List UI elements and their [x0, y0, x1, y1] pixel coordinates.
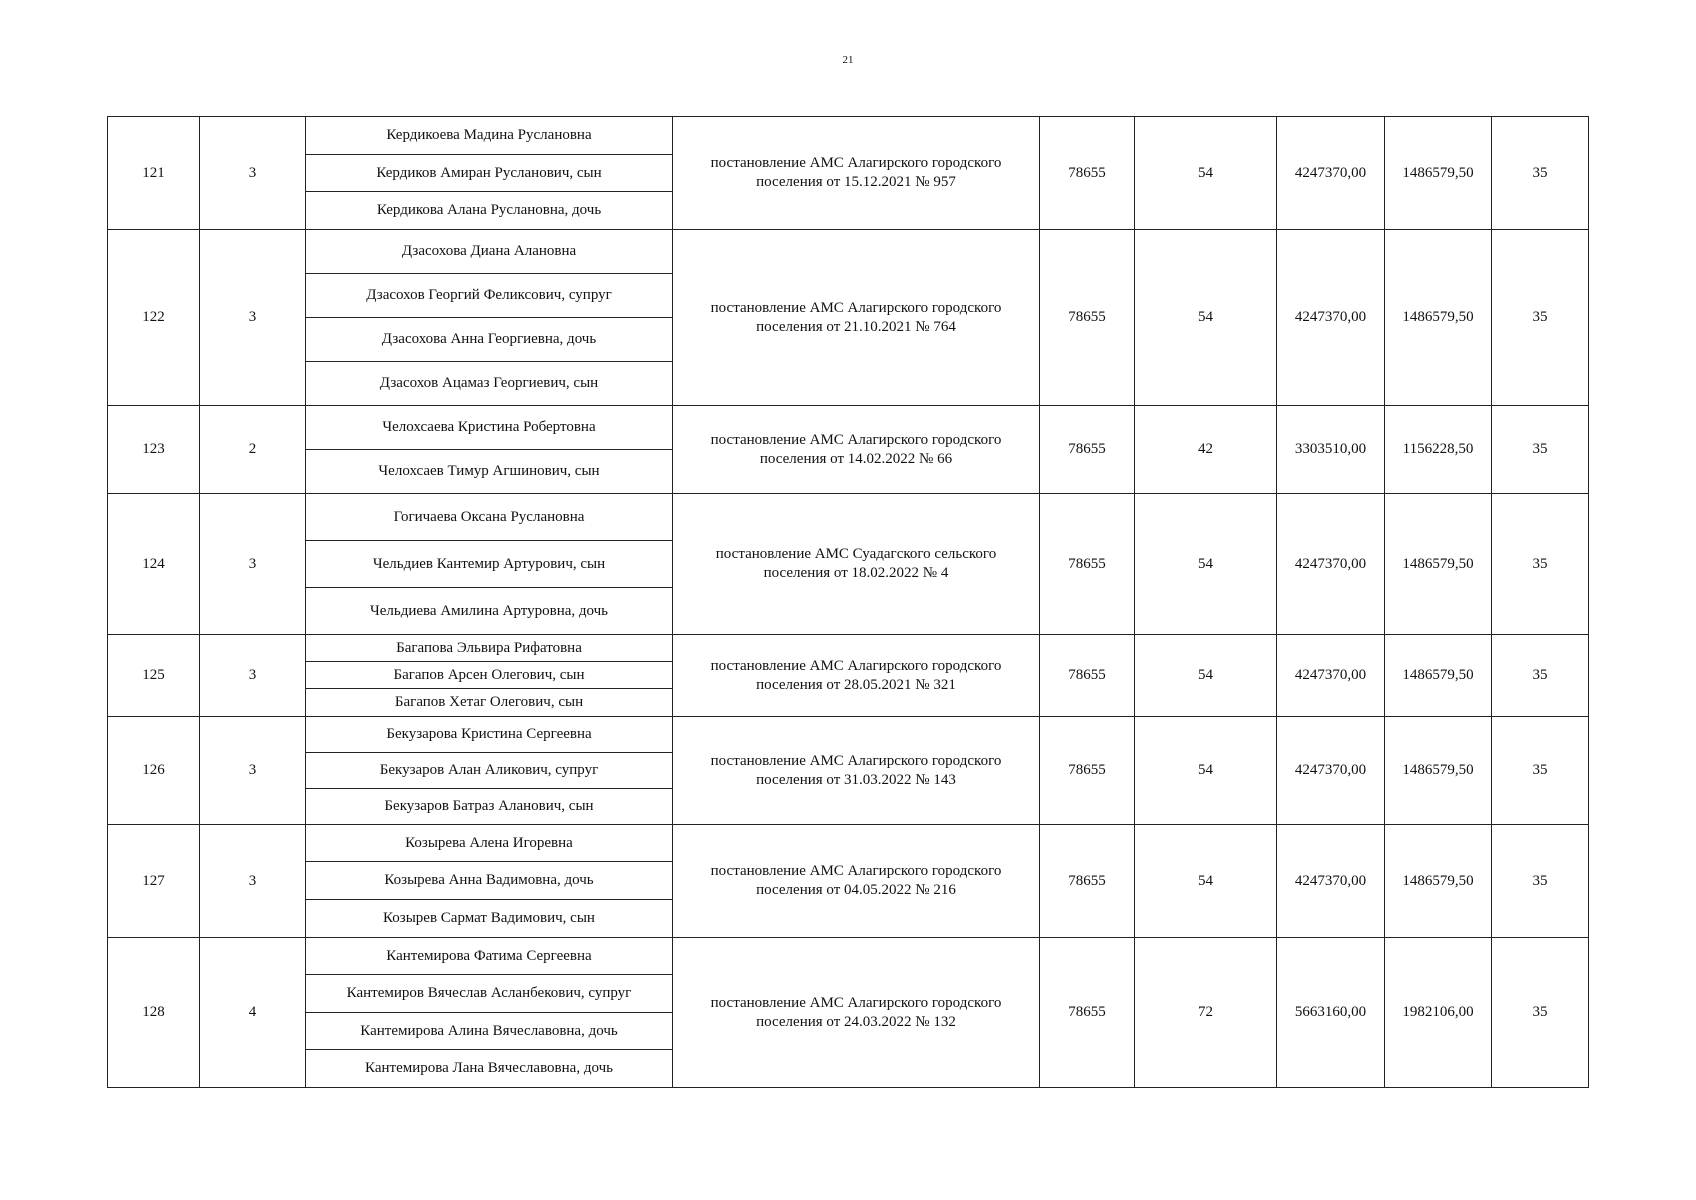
housing-cost: 4247370,00 [1277, 230, 1385, 406]
subsidy-amount: 1982106,00 [1385, 938, 1492, 1088]
family-size: 3 [200, 494, 306, 635]
family-size: 3 [200, 635, 306, 717]
subsidy-percent: 35 [1492, 230, 1589, 406]
table-row [108, 938, 1589, 975]
family-size: 3 [200, 230, 306, 406]
family-member: Дзасохов Георгий Феликсович, супруг [306, 274, 673, 318]
subsidy-amount: 1486579,50 [1385, 117, 1492, 230]
family-member: Кантемирова Алина Вячеславовна, дочь [306, 1013, 673, 1050]
family-member: Челохсаев Тимур Агшинович, сын [306, 450, 673, 494]
table-row [108, 230, 1589, 274]
family-member: Бекузарова Кристина Сергеевна [306, 717, 673, 753]
table-row [108, 406, 1589, 450]
cost-norm: 78655 [1040, 717, 1135, 825]
table-row [108, 717, 1589, 753]
subsidy-percent: 35 [1492, 494, 1589, 635]
record-number: 121 [108, 117, 200, 230]
family-size: 3 [200, 825, 306, 938]
subsidy-percent: 35 [1492, 825, 1589, 938]
decision-document: постановление АМС Алагирского городского поселения от 14.02.2022 № 66 [673, 406, 1040, 494]
family-member: Кантемирова Фатима Сергеевна [306, 938, 673, 975]
page-number: 21 [842, 54, 854, 66]
family-member: Бекузаров Алан Аликович, супруг [306, 753, 673, 789]
family-member: Багапов Арсен Олегович, сын [306, 662, 673, 689]
family-member: Чельдиев Кантемир Артурович, сын [306, 541, 673, 588]
family-member: Кантемирова Лана Вячеславовна, дочь [306, 1050, 673, 1088]
subsidy-amount: 1486579,50 [1385, 635, 1492, 717]
cost-norm: 78655 [1040, 635, 1135, 717]
cost-norm: 78655 [1040, 117, 1135, 230]
family-member: Челохсаева Кристина Робертовна [306, 406, 673, 450]
family-member: Дзасохова Анна Георгиевна, дочь [306, 318, 673, 362]
housing-area: 54 [1135, 635, 1277, 717]
subsidy-amount: 1486579,50 [1385, 230, 1492, 406]
family-member: Кердиков Амиран Русланович, сын [306, 155, 673, 192]
subsidy-amount: 1486579,50 [1385, 825, 1492, 938]
family-member: Кердикоева Мадина Руслановна [306, 117, 673, 155]
housing-area: 42 [1135, 406, 1277, 494]
table-row [108, 494, 1589, 541]
subsidy-percent: 35 [1492, 717, 1589, 825]
cost-norm: 78655 [1040, 494, 1135, 635]
decision-document: постановление АМС Алагирского городского поселения от 15.12.2021 № 957 [673, 117, 1040, 230]
family-member: Козырев Сармат Вадимович, сын [306, 900, 673, 938]
family-member: Дзасохова Диана Алановна [306, 230, 673, 274]
housing-cost: 4247370,00 [1277, 635, 1385, 717]
housing-area: 54 [1135, 717, 1277, 825]
record-number: 124 [108, 494, 200, 635]
decision-document: постановление АМС Алагирского городского поселения от 21.10.2021 № 764 [673, 230, 1040, 406]
housing-cost: 4247370,00 [1277, 717, 1385, 825]
family-member: Багапов Хетаг Олегович, сын [306, 689, 673, 717]
record-number: 128 [108, 938, 200, 1088]
family-size: 3 [200, 717, 306, 825]
housing-area: 54 [1135, 825, 1277, 938]
housing-cost: 4247370,00 [1277, 494, 1385, 635]
family-size: 3 [200, 117, 306, 230]
decision-document: постановление АМС Алагирского городского поселения от 04.05.2022 № 216 [673, 825, 1040, 938]
housing-area: 72 [1135, 938, 1277, 1088]
decision-document: постановление АМС Алагирского городского поселения от 28.05.2021 № 321 [673, 635, 1040, 717]
subsidy-percent: 35 [1492, 635, 1589, 717]
family-size: 2 [200, 406, 306, 494]
family-member: Бекузаров Батраз Аланович, сын [306, 789, 673, 825]
cost-norm: 78655 [1040, 938, 1135, 1088]
family-member: Чельдиева Амилина Артуровна, дочь [306, 588, 673, 635]
registry-body [108, 117, 1589, 1088]
family-member: Багапова Эльвира Рифатовна [306, 635, 673, 662]
decision-document: постановление АМС Алагирского городского поселения от 24.03.2022 № 132 [673, 938, 1040, 1088]
record-number: 122 [108, 230, 200, 406]
housing-cost: 5663160,00 [1277, 938, 1385, 1088]
family-size: 4 [200, 938, 306, 1088]
cost-norm: 78655 [1040, 230, 1135, 406]
family-member: Дзасохов Ацамаз Георгиевич, сын [306, 362, 673, 406]
subsidy-amount: 1156228,50 [1385, 406, 1492, 494]
subsidy-percent: 35 [1492, 117, 1589, 230]
decision-document: постановление АМС Суадагского сельского поселения от 18.02.2022 № 4 [673, 494, 1040, 635]
record-number: 123 [108, 406, 200, 494]
family-member: Кердикова Алана Руслановна, дочь [306, 192, 673, 230]
subsidy-percent: 35 [1492, 938, 1589, 1088]
family-member: Гогичаева Оксана Руслановна [306, 494, 673, 541]
table-row [108, 825, 1589, 862]
housing-cost: 4247370,00 [1277, 117, 1385, 230]
table-row [108, 117, 1589, 155]
decision-document: постановление АМС Алагирского городского поселения от 31.03.2022 № 143 [673, 717, 1040, 825]
subsidy-amount: 1486579,50 [1385, 494, 1492, 635]
cost-norm: 78655 [1040, 406, 1135, 494]
cost-norm: 78655 [1040, 825, 1135, 938]
housing-cost: 4247370,00 [1277, 825, 1385, 938]
family-member: Козырева Анна Вадимовна, дочь [306, 862, 673, 900]
record-number: 126 [108, 717, 200, 825]
housing-area: 54 [1135, 230, 1277, 406]
table-row [108, 635, 1589, 662]
subsidy-percent: 35 [1492, 406, 1589, 494]
record-number: 127 [108, 825, 200, 938]
housing-area: 54 [1135, 117, 1277, 230]
registry-table [107, 116, 1589, 1088]
subsidy-amount: 1486579,50 [1385, 717, 1492, 825]
record-number: 125 [108, 635, 200, 717]
housing-area: 54 [1135, 494, 1277, 635]
family-member: Козырева Алена Игоревна [306, 825, 673, 862]
housing-cost: 3303510,00 [1277, 406, 1385, 494]
family-member: Кантемиров Вячеслав Асланбекович, супруг [306, 975, 673, 1013]
